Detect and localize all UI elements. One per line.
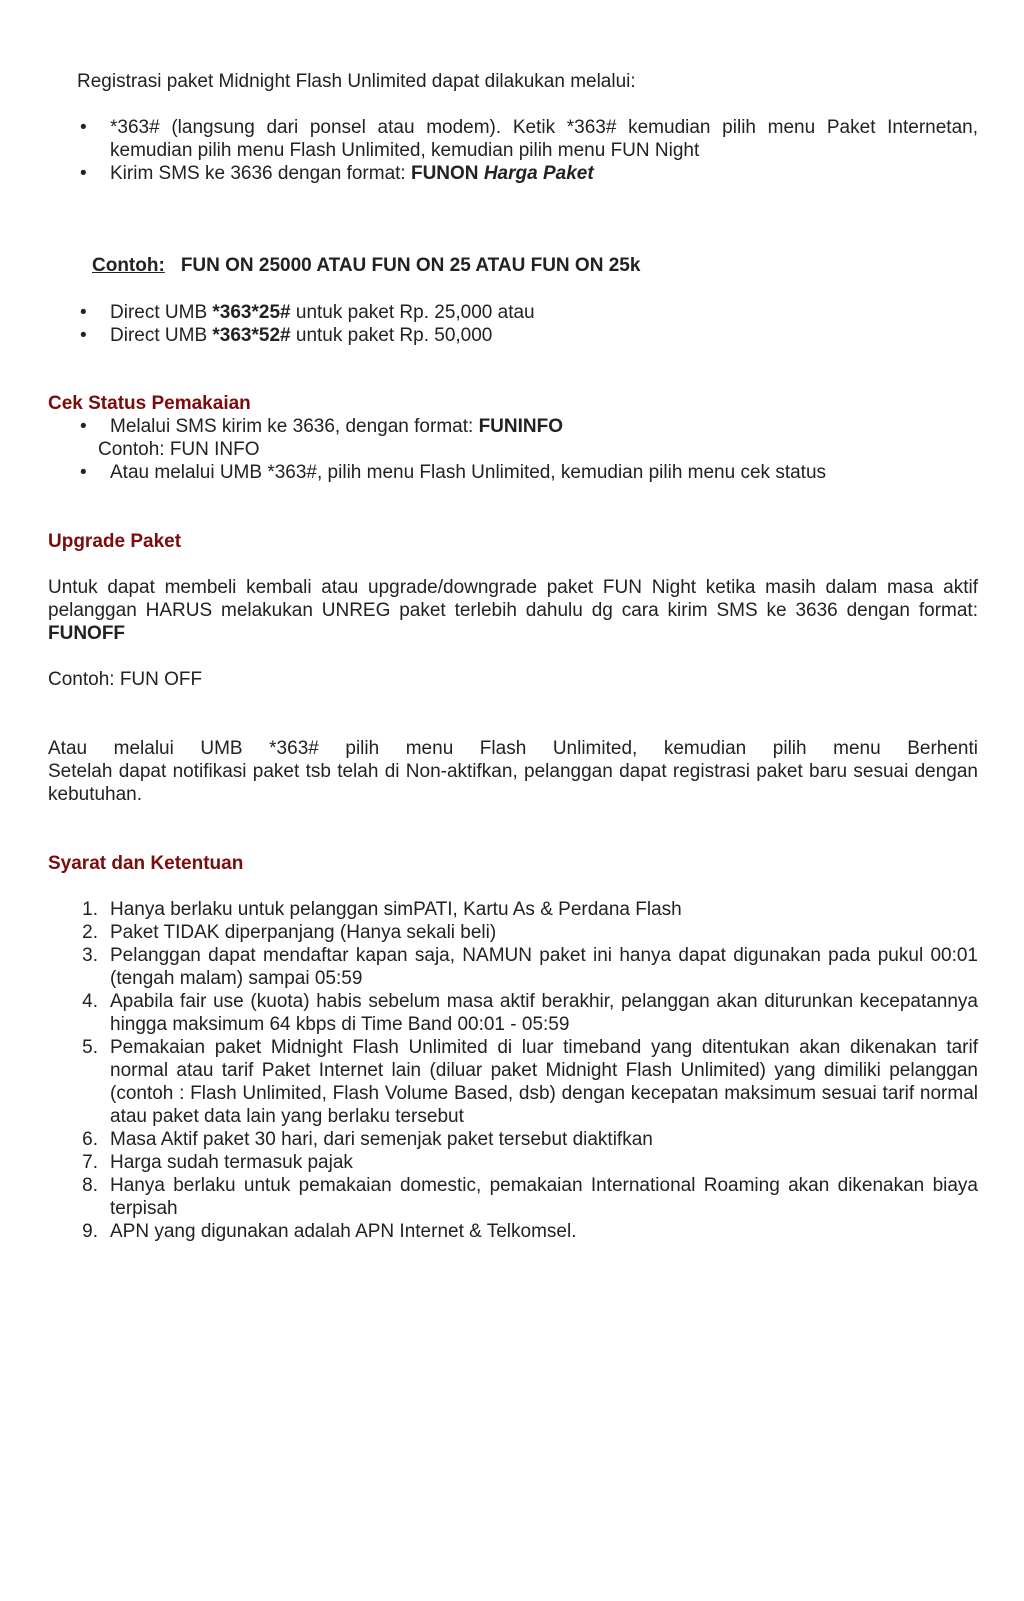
registration-methods-list [48,116,978,185]
list-item [48,1036,978,1128]
sms-keyword: FUNON [410,163,479,184]
list-item-number: 7. [82,1152,98,1173]
list-item [48,1174,978,1220]
example-value: FUN ON 25000 ATAU FUN ON 25 ATAU FUN ON 25k [180,255,641,276]
cek-status-list [48,415,978,484]
text-segment: Kirim SMS ke 3636 dengan format: [110,163,411,184]
bullet-icon: • [80,117,87,138]
sms-keyword: FUNOFF [48,623,126,644]
umb-code: *363*52# [212,325,291,346]
list-item-text: Hanya berlaku untuk pelanggan simPATI, Kartu As & Perdana Flash [110,899,682,920]
cek-status-example: Contoh: FUN INFO [98,439,260,460]
sms-keyword: FUNINFO [478,416,563,437]
list-item [48,162,978,185]
list-item-number: 2. [82,922,98,943]
example-line [92,254,972,277]
list-item-text: Pemakaian paket Midnight Flash Unlimited di luar timeband yang ditentukan akan dikenakan tarif normal atau tarif Paket Internet lain (diluar paket Midnight Flash Unlimited) yang dimiliki pelanggan (contoh : Flash Unlimited, Flash Volume Based, dsb) dengan kecepatan maksimum sesuai tarif normal atau paket data lain yang berlaku tersebut [110,1037,978,1127]
list-item-number: 5. [82,1037,98,1058]
list-item-number: 6. [82,1129,98,1150]
bullet-icon: • [80,416,87,437]
list-item-text: Harga sudah termasuk pajak [110,1152,353,1173]
list-item-text: Paket TIDAK diperpanjang (Hanya sekali beli) [110,922,497,943]
list-item [48,461,978,484]
sms-keyword-param: Harga Paket [483,163,594,184]
text-segment: Direct UMB [110,325,213,346]
list-item-number: 8. [82,1175,98,1196]
list-item [48,944,978,990]
text-segment: untuk paket Rp. 25,000 atau [290,302,535,323]
umb-list [48,301,978,347]
list-item-text: Apabila fair use (kuota) habis sebelum masa aktif berakhir, pelanggan akan diturunkan kecepatannya hingga maksimum 64 kbps di Time Band 00:01 - 05:59 [110,991,978,1035]
list-item [48,324,978,347]
list-item-text [110,324,978,347]
text-segment: Direct UMB [110,302,213,323]
upgrade-heading: Upgrade Paket [48,531,182,552]
list-item-text: Masa Aktif paket 30 hari, dari semenjak paket tersebut diaktifkan [110,1129,653,1150]
list-item-number: 3. [82,945,98,966]
list-item-number: 9. [82,1221,98,1242]
upgrade-after-line: Setelah dapat notifikasi paket tsb telah di Non-aktifkan, pelanggan dapat registrasi paket baru sesuai dengan kebutuhan. [48,761,978,805]
list-item-text: Hanya berlaku untuk pemakaian domestic, pemakaian International Roaming akan dikenakan biaya terpisah [110,1175,978,1219]
list-item-text [110,301,978,324]
upgrade-paragraph [48,576,978,645]
list-item [48,415,978,461]
intro-text: Registrasi paket Midnight Flash Unlimited dapat dilakukan melalui: [77,71,636,92]
list-item-text: *363# (langsung dari ponsel atau modem). Ketik *363# kemudian pilih menu Paket Internetan, kemudian pilih menu Flash Unlimited, kemudian pilih menu FUN Night [110,117,978,161]
list-item [48,921,978,944]
syarat-heading: Syarat dan Ketentuan [48,853,244,874]
bullet-icon: • [80,302,87,323]
upgrade-example: Contoh: FUN OFF [48,669,203,690]
example-label: Contoh: [92,255,165,276]
list-item-number: 1. [82,899,98,920]
text-segment: Melalui SMS kirim ke 3636, dengan format: [110,416,479,437]
text-segment: untuk paket Rp. 50,000 [290,325,493,346]
bullet-icon: • [80,325,87,346]
list-item [48,898,978,921]
bullet-icon: • [80,462,87,483]
cek-status-heading: Cek Status Pemakaian [48,393,251,414]
list-item-number: 4. [82,991,98,1012]
list-item [48,990,978,1036]
umb-code: *363*25# [212,302,291,323]
list-item [48,1128,978,1151]
bullet-icon: • [80,163,87,184]
list-item [48,1151,978,1174]
list-item [48,1220,978,1243]
list-item-text: Pelanggan dapat mendaftar kapan saja, NAMUN paket ini hanya dapat digunakan pada pukul 00:01 (tengah malam) sampai 05:59 [110,945,978,989]
syarat-list [48,898,978,1243]
list-item-text [110,415,978,438]
list-item-text [110,162,978,185]
list-item [48,116,978,162]
upgrade-umb-line: Atau melalui UMB *363# pilih menu Flash Unlimited, kemudian pilih menu Berhenti [48,738,978,759]
list-item-text: APN yang digunakan adalah APN Internet & Telkomsel. [110,1221,577,1242]
list-item [48,301,978,324]
text-segment: Untuk dapat membeli kembali atau upgrade/downgrade paket FUN Night ketika masih dalam masa aktif pelanggan HARUS melakukan UNREG paket terlebih dahulu dg cara kirim SMS ke 3636 dengan format: [48,577,978,621]
list-item-text: Atau melalui UMB *363#, pilih menu Flash Unlimited, kemudian pilih menu cek status [110,462,827,483]
